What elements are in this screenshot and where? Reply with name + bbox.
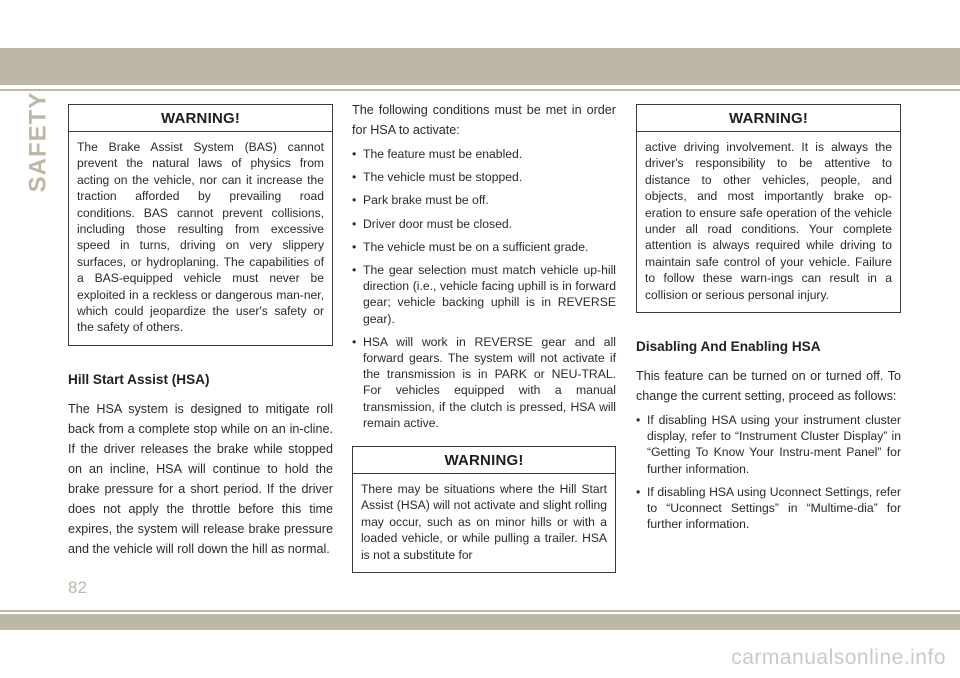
section-tab: [24, 91, 52, 193]
header-rule: [0, 89, 960, 91]
conditions-list: [352, 146, 616, 431]
column-left: [68, 104, 333, 559]
header-band: [0, 48, 960, 85]
column-middle: [352, 100, 616, 573]
disable-paragraph: This feature can be turned on or turned off. To change the current setting, proceed as follows:: [636, 369, 901, 404]
section-heading-disable: Disabling And Enabling HSA: [636, 339, 821, 355]
column-right: [636, 104, 901, 539]
warning-box-hsa: [352, 446, 616, 573]
page-number: 82: [68, 578, 87, 597]
section-tab-label: SAFETY: [24, 91, 51, 193]
list-item: • The vehicle must be on a sufficient grade.: [352, 239, 616, 255]
list-item: • The feature must be enabled.: [352, 146, 616, 162]
list-item: • If disabling HSA using Uconnect Settings, refer to “Uconnect Settings” in “Multime-dia” for further information.: [636, 484, 901, 533]
warning-title: WARNING!: [637, 105, 900, 132]
list-item: • Park brake must be off.: [352, 192, 616, 208]
hsa-paragraph: The HSA system is designed to mitigate roll back from a complete stop while on an in-cline. If the driver releases the brake while stopped on an incline, HSA will continue to hold the brake pressure for a short period. If the driver does not apply the throttle before this time expires, the system will release brake pressure and the vehicle will roll down the hill as normal.: [68, 401, 333, 556]
list-item: • The vehicle must be stopped.: [352, 169, 616, 185]
list-item: • The gear selection must match vehicle up-hill direction (i.e., vehicle facing uphill is in forward gear; vehicle backing uphill is in REVERSE gear).: [352, 262, 616, 327]
footer-rule: [0, 610, 960, 612]
warning-box-continued: [636, 104, 901, 313]
warning-box-bas: [68, 104, 333, 346]
footer-band: [0, 614, 960, 630]
list-item: • Driver door must be closed.: [352, 216, 616, 232]
warning-text: There may be situations where the Hill Start Assist (HSA) will not activate and slight rolling may occur, such as on minor hills or with a loaded vehicle, or while pulling a trailer. HSA is not a substitute for: [361, 482, 607, 562]
conditions-intro: The following conditions must be met in order for HSA to activate:: [352, 103, 616, 137]
warning-text: active driving involvement. It is always the driver's responsibility to be attentive to distance to other vehicles, people, and objects, and most importantly brake op-eration to ensure safe operation of the vehicle under all road conditions. Your complete attention is always required while driving to maintain safe control of your vehicle. Failure to follow these warn-ings can result in a collision or serious personal injury.: [645, 140, 892, 302]
watermark: carmanualsonline.info: [731, 646, 946, 669]
list-item: • HSA will work in REVERSE gear and all forward gears. The system will not activate if the transmission is in PARK or NEU-TRAL. For vehicles equipped with a manual transmission, if the clutch is pressed, HSA will remain active.: [352, 334, 616, 431]
warning-title: WARNING!: [69, 105, 332, 132]
list-item: • If disabling HSA using your instrument cluster display, refer to “Instrument Cluster Display” in “Getting To Know Your Instru-ment Panel” for further information.: [636, 412, 901, 477]
warning-title: WARNING!: [353, 447, 615, 474]
section-heading-hsa: Hill Start Assist (HSA): [68, 371, 210, 387]
options-list: [636, 412, 901, 532]
warning-text: The Brake Assist System (BAS) cannot prevent the natural laws of physics from acting on the vehicle, nor can it increase the traction afforded by prevailing road conditions. BAS cannot prevent collisions, including those resulting from excessive speed in turns, driving on very slippery surfaces, or hydroplaning. The capabilities of a BAS-equipped vehicle must never be exploited in a reckless or dangerous man-ner, which could jeopardize the user's safety or the safety of others.: [77, 140, 324, 335]
